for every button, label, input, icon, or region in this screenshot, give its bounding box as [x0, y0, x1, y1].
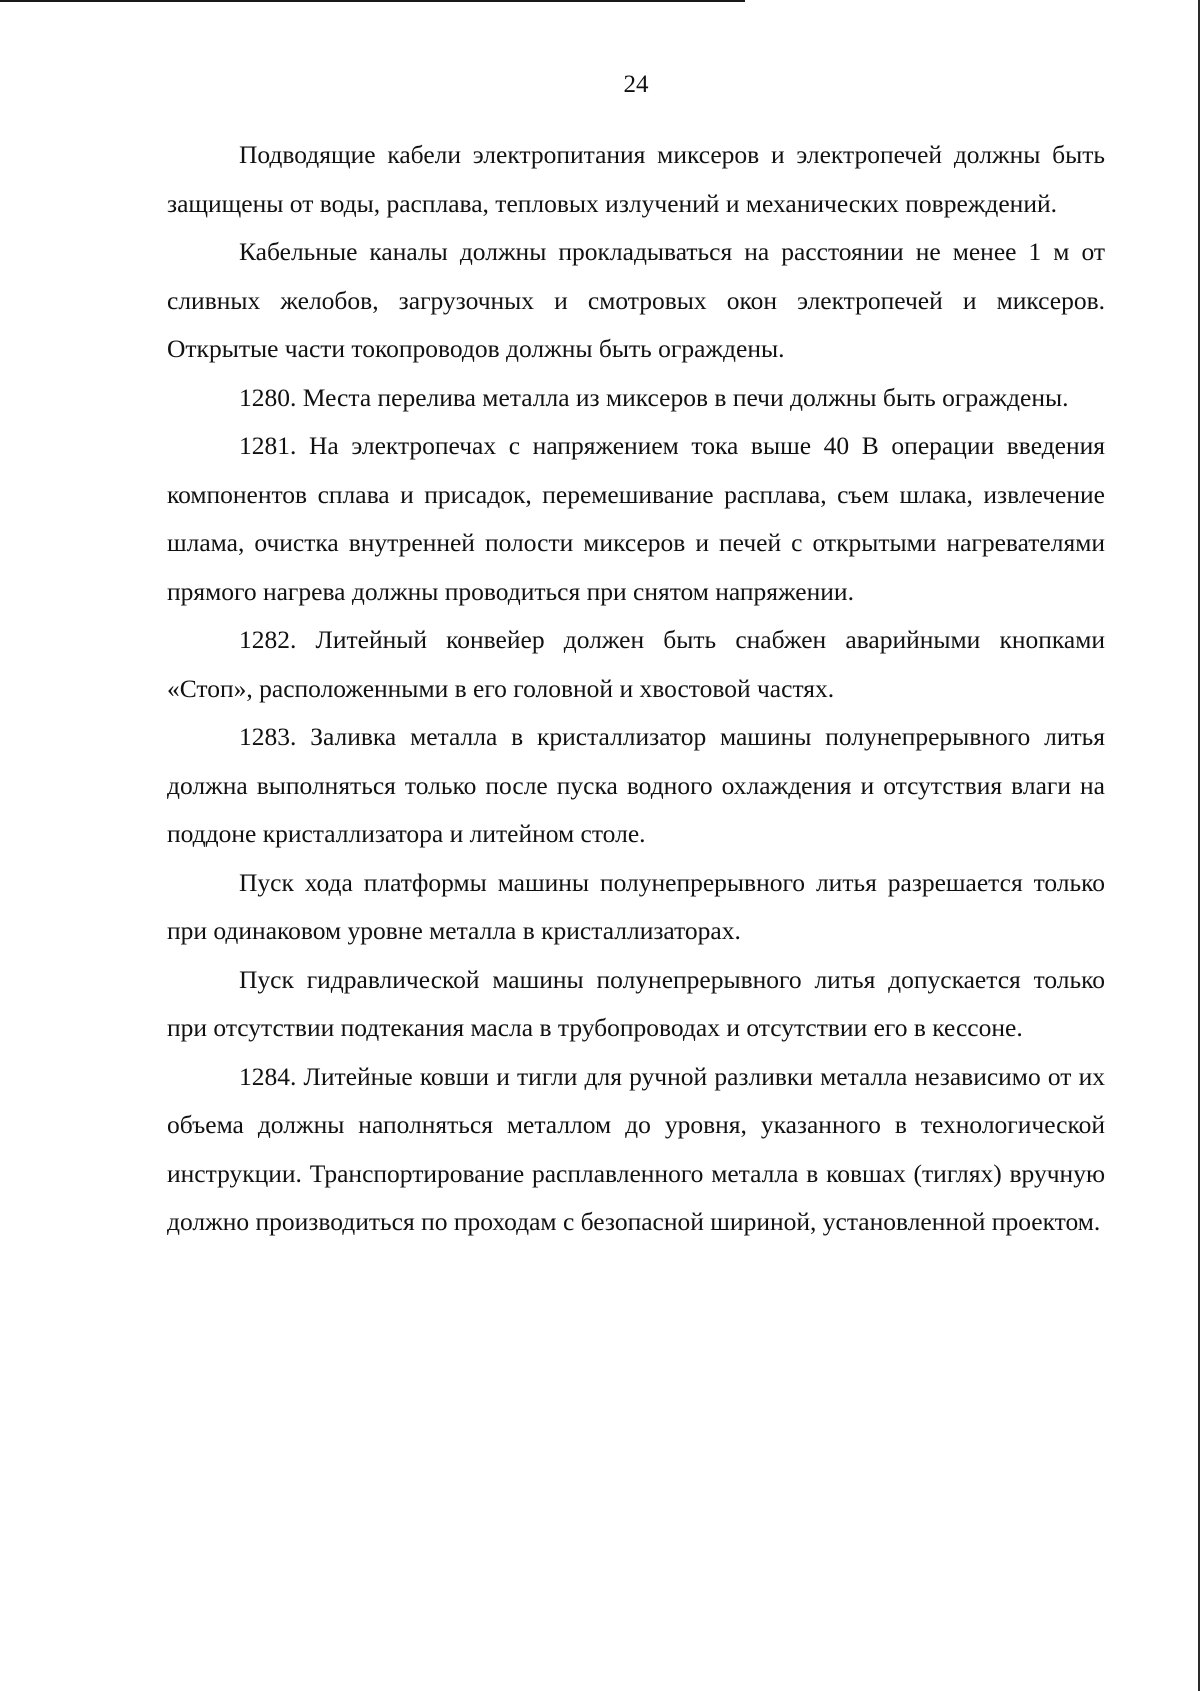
paragraph-cable-channels: Кабельные каналы должны прокладываться на расстоянии не менее 1 м от сливных желобов, загрузочных и смотровых окон электропечей и миксеров. Открытые части токопроводов должны быть ограждены. [167, 237, 1105, 363]
paragraph-1281: 1281. На электропечах с напряжением тока выше 40 В операции введения компонентов сплава и присадок, перемешивание расплава, съем шлака, извлечение шлама, очистка внутренней полости миксеров и печей с открытыми нагревателями прямого нагрева должны проводиться при снятом напряжении. [167, 431, 1105, 606]
paragraph-cables: Подводящие кабели электропитания миксеров и электропечей должны быть защищены от воды, расплава, тепловых излучений и механических повреждений. [167, 140, 1105, 218]
scan-edge-top [0, 0, 745, 2]
paragraph-1284: 1284. Литейные ковши и тигли для ручной разливки металла независимо от их объема должны наполняться металлом до уровня, указанного в технологической инструкции. Транспортирование расплавленного металла в ковшах (тиглях) вручную должно производиться по проходам с безопасной шириной, установленной проектом. [167, 1061, 1105, 1236]
paragraph-1283: 1283. Заливка металла в кристаллизатор машины полунепрерывного литья должна выполняться только после пуска водного охлаждения и отсутствия влаги на поддоне кристаллизатора и литейном столе. [167, 722, 1105, 848]
page-number: 24 [623, 71, 649, 98]
document-body [167, 131, 1105, 1247]
paragraph-1282: 1282. Литейный конвейер должен быть снабжен аварийными кнопками «Стоп», расположенными в его головной и хвостовой частях. [167, 625, 1105, 703]
paragraph-platform-start: Пуск хода платформы машины полунепрерывного литья разрешается только при одинаковом уровне металла в кристаллизаторах. [167, 867, 1105, 945]
paragraph-hydraulic-start: Пуск гидравлической машины полунепрерывного литья допускается только при отсутствии подтекания масла в трубопроводах и отсутствии его в кессоне. [167, 964, 1105, 1042]
paragraph-1280: 1280. Места перелива металла из миксеров в печи должны быть ограждены. [239, 382, 1069, 412]
